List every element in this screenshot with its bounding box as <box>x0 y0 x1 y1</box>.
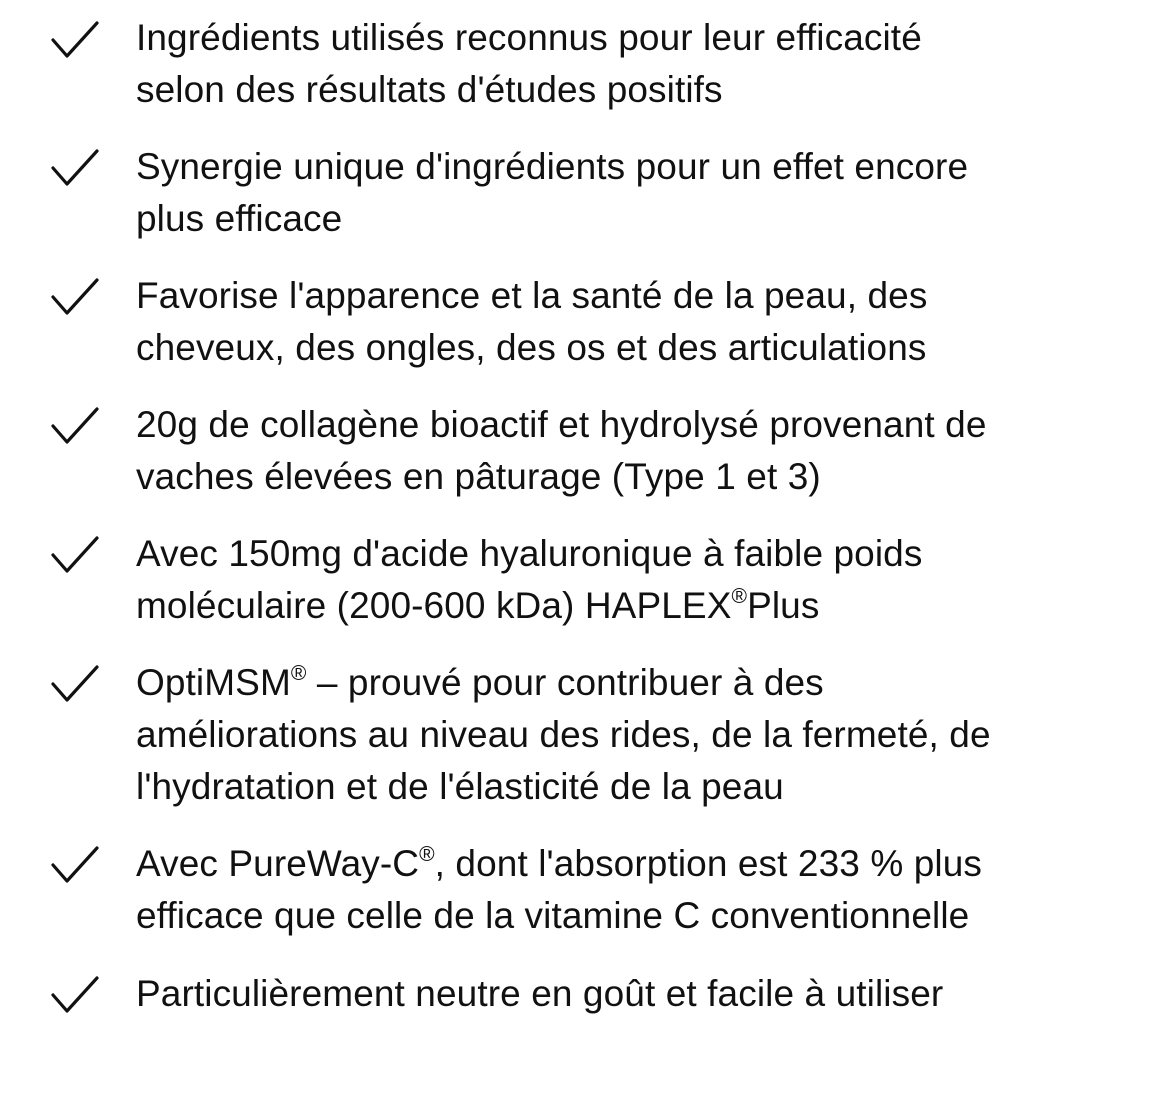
feature-text <box>136 657 1136 813</box>
registered-mark: ® <box>419 843 435 866</box>
feature-line: cheveux, des ongles, des os et des articulations <box>136 327 927 368</box>
feature-line: l'hydratation et de l'élasticité de la peau <box>136 766 784 807</box>
checkmark-icon <box>50 406 100 446</box>
feature-line-part: Avec PureWay-C <box>136 843 420 884</box>
feature-text <box>136 270 1136 374</box>
feature-line-part: Plus <box>747 585 820 626</box>
feature-line: Favorise l'apparence et la santé de la peau, des <box>136 275 928 316</box>
registered-mark: ® <box>290 662 307 685</box>
feature-line-part: – prouvé pour contribuer à des <box>306 662 824 703</box>
checkmark-icon <box>50 664 100 704</box>
feature-line <box>136 838 1136 890</box>
checkmark-icon <box>50 535 100 575</box>
feature-text <box>136 528 1136 632</box>
checkmark-icon <box>50 277 100 317</box>
feature-line: selon des résultats d'études positifs <box>136 69 723 110</box>
feature-line-part: , dont l'absorption est 233 % plus <box>434 843 982 884</box>
registered-mark: ® <box>731 585 748 608</box>
feature-line: efficace que celle de la vitamine C conventionnelle <box>136 895 970 936</box>
checkmark-icon <box>50 975 100 1015</box>
feature-line-part: OptiMSM <box>136 662 291 703</box>
feature-text <box>136 838 1136 942</box>
feature-line: Particulièrement neutre en goût et facile à utiliser <box>136 973 944 1014</box>
checkmark-icon <box>50 845 100 885</box>
feature-line: Avec 150mg d'acide hyaluronique à faible poids <box>136 533 923 574</box>
feature-line <box>136 580 1136 632</box>
feature-line-part: moléculaire (200-600 kDa) HAPLEX <box>136 585 732 626</box>
feature-text <box>136 12 1136 116</box>
feature-text <box>136 399 1136 503</box>
checkmark-icon <box>50 148 100 188</box>
feature-text <box>136 141 1136 245</box>
feature-text <box>136 968 1136 1020</box>
feature-line: Synergie unique d'ingrédients pour un effet encore <box>136 146 969 187</box>
feature-line: vaches élevées en pâturage (Type 1 et 3) <box>136 456 821 497</box>
feature-line: 20g de collagène bioactif et hydrolysé provenant de <box>136 404 987 445</box>
feature-line: Ingrédients utilisés reconnus pour leur efficacité <box>136 17 922 58</box>
checkmark-icon <box>50 20 100 60</box>
feature-line <box>136 657 1136 709</box>
feature-line: améliorations au niveau des rides, de la fermeté, de <box>136 714 991 755</box>
feature-line: plus efficace <box>136 198 343 239</box>
